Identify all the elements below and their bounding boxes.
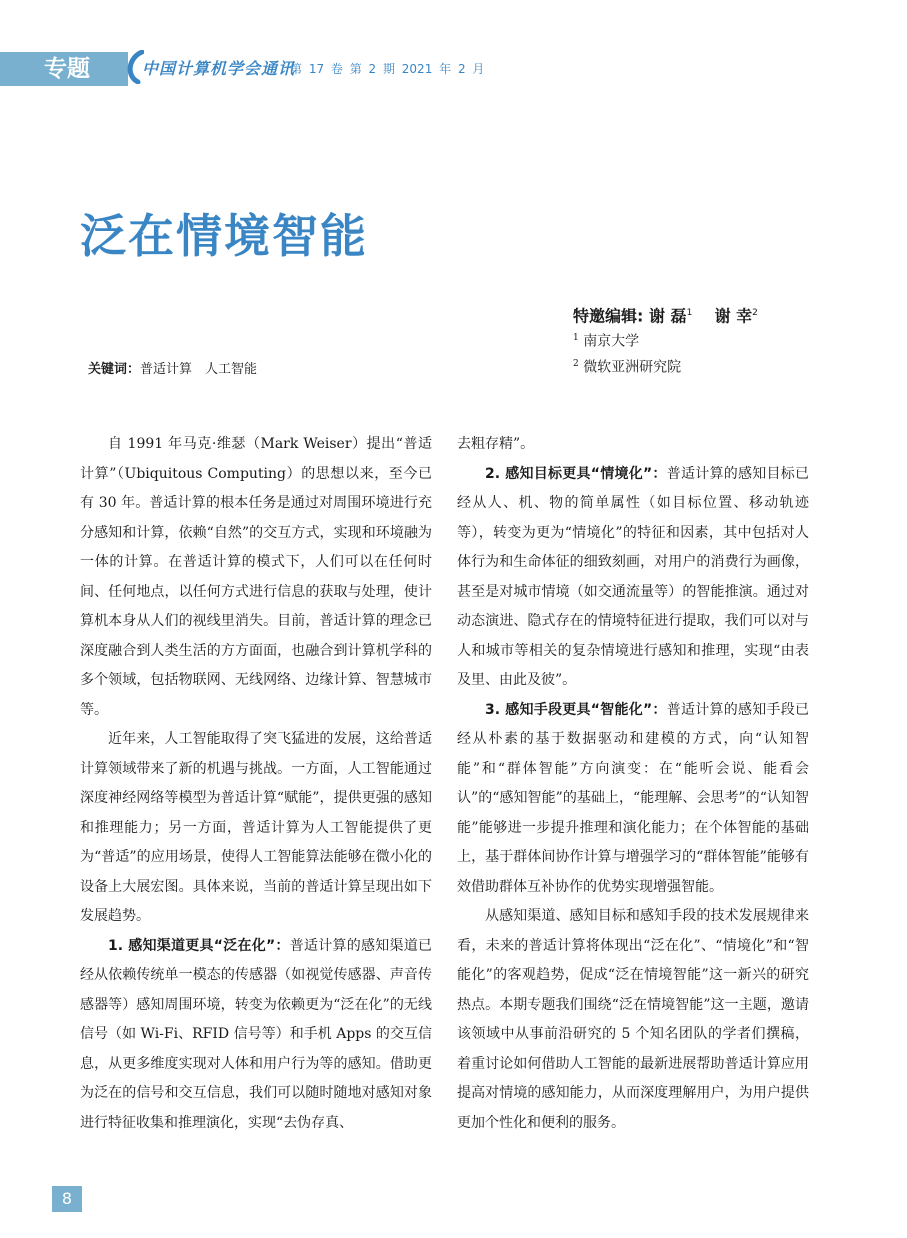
paragraph-text: 普适计算的感知手段已经从朴素的基于数据驱动和建模的方式，向“认知智能”和“群体智能”方向演变：在“能听会说、能看会认”的“感知智能”的基础上，“能理解、会思考”的“认知智能”能够进一步提升推理和演化能力；在个体智能的基础上，基于群体间协作计算与增强学习的“群体智能”能够有效借助群体互补协作的优势实现增强智能。 xyxy=(457,701,810,895)
paragraph-lead: 2. 感知目标更具“情境化”： xyxy=(485,465,667,482)
body-column-right xyxy=(457,430,809,1138)
page-title: 泛在情境智能 xyxy=(80,209,368,263)
affiliation-sup: 2 xyxy=(573,358,579,369)
affiliation xyxy=(573,327,758,353)
paragraph xyxy=(457,460,809,696)
affiliation-text: 微软亚洲研究院 xyxy=(583,359,682,376)
journal-masthead: 中国计算机学会通讯 xyxy=(142,59,296,78)
keywords xyxy=(88,358,257,377)
editor-sup: 2 xyxy=(752,308,758,318)
keywords-items: 普适计算 人工智能 xyxy=(140,362,258,377)
editor-label: 特邀编辑: xyxy=(573,306,644,326)
affiliation-text: 南京大学 xyxy=(583,333,640,350)
editor-name: 谢 磊 xyxy=(648,306,687,326)
swoosh-decoration xyxy=(122,50,144,84)
paragraph-text: 自 1991 年马克·维瑟（Mark Weiser）提出“普适计算”（Ubiquitous Computing）的思想以来，至今已有 30 年。普适计算的根本任务是通过对周围环境进行充分感知和计算，依赖“自然”的交互方式，实现和环境融为一体的计算。在普适计算的模式下，人们可以在任何时间、任何地点，以任何方式进行信息的获取与处理，使计算机本身从人们的视线里消失。目前，普适计算的理念已深度融合到人类生活的方方面面，也融合到计算机学科的多个领域，包括物联网、无线网络、边缘计算、智慧城市等。 xyxy=(80,436,432,718)
editor-name: 谢 幸 xyxy=(714,306,753,326)
body-column-left xyxy=(80,430,432,1138)
paragraph xyxy=(80,430,432,725)
editor-sup: 1 xyxy=(686,308,693,318)
paragraph xyxy=(80,725,432,932)
paragraph-lead: 1. 感知渠道更具“泛在化”： xyxy=(108,937,290,954)
paragraph-continuation: 去粗存精”。 xyxy=(457,436,535,452)
paragraph-text: 普适计算的感知目标已经从人、机、物的简单属性（如目标位置、移动轨迹等），转变为更为“情境化”的特征和因素，其中包括对人体行为和生命体征的细致刻画，对用户的消费行为画像，甚至是对城市情境（如交通流量等）的智能推演。通过对动态演进、隐式存在的情境特征进行提取，我们可以对与人和城市等相关的复杂情境进行感知和推理，实现“由表及里、由此及彼”。 xyxy=(457,465,810,688)
paragraph xyxy=(80,932,432,1139)
paragraph-lead: 3. 感知手段更具“智能化”： xyxy=(485,701,667,718)
page-number: 8 xyxy=(52,1186,82,1212)
section-tag: 专题 xyxy=(0,52,128,86)
affiliation-sup: 1 xyxy=(573,333,579,344)
affiliation xyxy=(573,353,758,379)
paragraph-text: 从感知渠道、感知目标和感知手段的技术发展规律来看，未来的普适计算将体现出“泛在化”、“情境化”和“智能化”的客观趋势，促成“泛在情境智能”这一新兴的研究热点。本期专题我们围绕“泛在情境智能”这一主题，邀请该领域中从事前沿研究的 5 个知名团队的学者们撰稿，着重讨论如何借助人工智能的最新进展帮助普适计算应用提高对情境的感知能力，从而深度理解用户，为用户提供更加个性化和便利的服务。 xyxy=(457,908,809,1131)
keywords-label: 关键词： xyxy=(88,362,141,377)
paragraph xyxy=(457,696,809,903)
issue-info: 第 17 卷 第 2 期 2021 年 2 月 xyxy=(290,62,485,76)
editor-line xyxy=(573,302,758,327)
guest-editors xyxy=(573,302,758,379)
paragraph-text: 近年来，人工智能取得了突飞猛进的发展，这给普适计算领域带来了新的机遇与挑战。一方面，人工智能通过深度神经网络等模型为普适计算“赋能”，提供更强的感知和推理能力；另一方面，普适计算为人工智能提供了更为“普适”的应用场景，使得人工智能算法能够在微小化的设备上大展宏图。具体来说，当前的普适计算呈现出如下发展趋势。 xyxy=(80,731,432,924)
paragraph-text: 普适计算的感知渠道已经从依赖传统单一模态的传感器（如视觉传感器、声音传感器等）感知周围环境，转变为依赖更为“泛在化”的无线信号（如 Wi-Fi、RFID 信号等）和手机 Apps 的交互信息，从更多维度实现对人体和用户行为等的感知。借助更为泛在的信号和交互信息，我们可以随时随地对感知对象进行特征收集和推理演化，实现“去伪存真、 xyxy=(80,937,433,1131)
paragraph xyxy=(457,902,809,1138)
